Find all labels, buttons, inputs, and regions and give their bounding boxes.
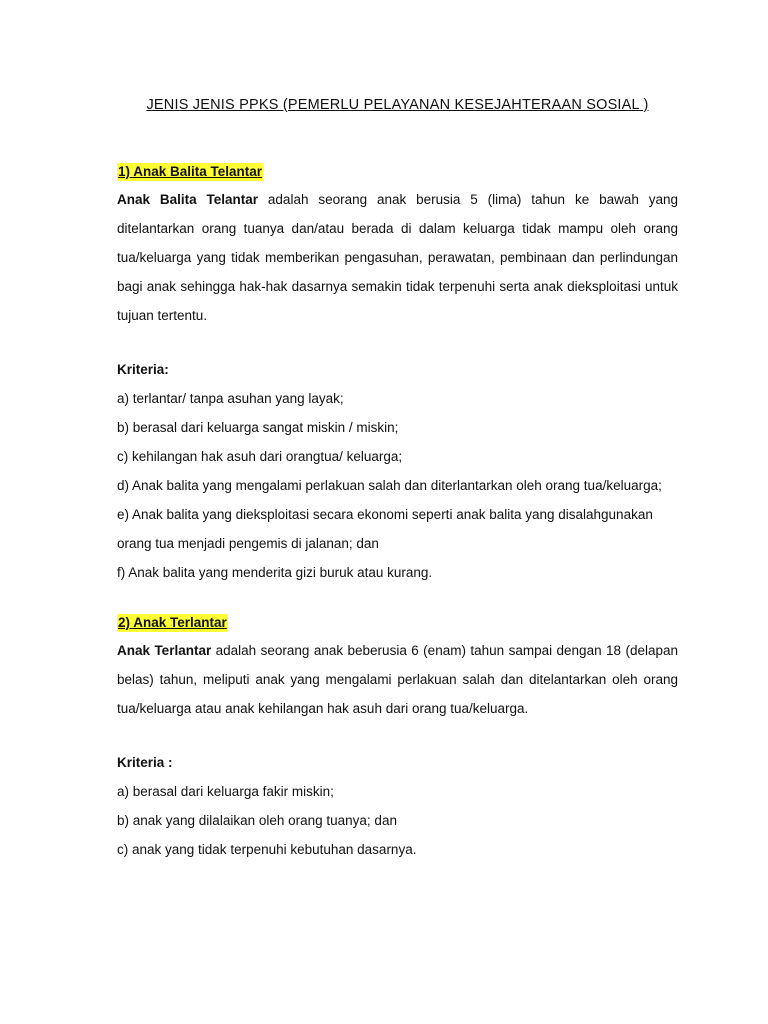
- criteria-item: b) berasal dari keluarga sangat miskin / miskin;: [117, 420, 399, 435]
- criteria-list: [117, 777, 678, 864]
- criteria-title: Kriteria :: [117, 755, 173, 770]
- section-definition-paragraph: [117, 185, 678, 330]
- definition-body: adalah seorang anak berusia 5 (lima) tahun ke bawah yang ditelantarkan orang tuanya dan/atau berada di dalam keluarga tidak mampu oleh orang tua/keluarga yang tidak memberikan pengasuhan, perawatan, pembinaan dan perlindungan bagi anak sehingga hak-hak dasarnya semakin tidak terpenuhi serta anak dieksploitasi untuk tujuan tertentu.: [117, 192, 679, 323]
- criteria-list: [117, 384, 678, 587]
- section-heading-wrap: [117, 161, 678, 183]
- section-heading-anak-balita-telantar: 1) Anak Balita Telantar: [118, 164, 263, 179]
- section-heading-wrap: [117, 612, 678, 634]
- criteria-item: f) Anak balita yang menderita gizi buruk atau kurang.: [117, 565, 433, 580]
- section-definition-paragraph: [117, 636, 678, 723]
- criteria-item: e) Anak balita yang dieksploitasi secara ekonomi seperti anak balita yang disalahgunakan orang tua menjadi pengemis di jalanan; dan: [117, 507, 653, 551]
- definition-body: adalah seorang anak beberusia 6 (enam) tahun sampai dengan 18 (delapan belas) tahun, meliputi anak yang mengalami perlakuan salah dan ditelantarkan oleh orang tua/keluarga atau anak kehilangan hak asuh dari orang tua/keluarga.: [117, 643, 678, 716]
- section-heading-anak-terlantar: 2) Anak Terlantar: [118, 615, 227, 630]
- criteria-item: b) anak yang dilalaikan oleh orang tuanya; dan: [117, 813, 397, 828]
- criteria-item: c) anak yang tidak terpenuhi kebutuhan dasarnya.: [117, 842, 417, 857]
- criteria-title: Kriteria:: [117, 362, 169, 377]
- criteria-item: a) berasal dari keluarga fakir miskin;: [117, 784, 334, 799]
- criteria-item: d) Anak balita yang mengalami perlakuan salah dan diterlantarkan oleh orang tua/keluarga;: [117, 478, 662, 493]
- definition-term: Anak Terlantar: [117, 643, 212, 658]
- criteria-item: a) terlantar/ tanpa asuhan yang layak;: [117, 391, 344, 406]
- criteria-item: c) kehilangan hak asuh dari orangtua/ keluarga;: [117, 449, 403, 464]
- document-title: JENIS JENIS PPKS (PEMERLU PELAYANAN KESEJAHTERAAN SOSIAL ): [146, 97, 649, 113]
- definition-term: Anak Balita Telantar: [117, 192, 259, 207]
